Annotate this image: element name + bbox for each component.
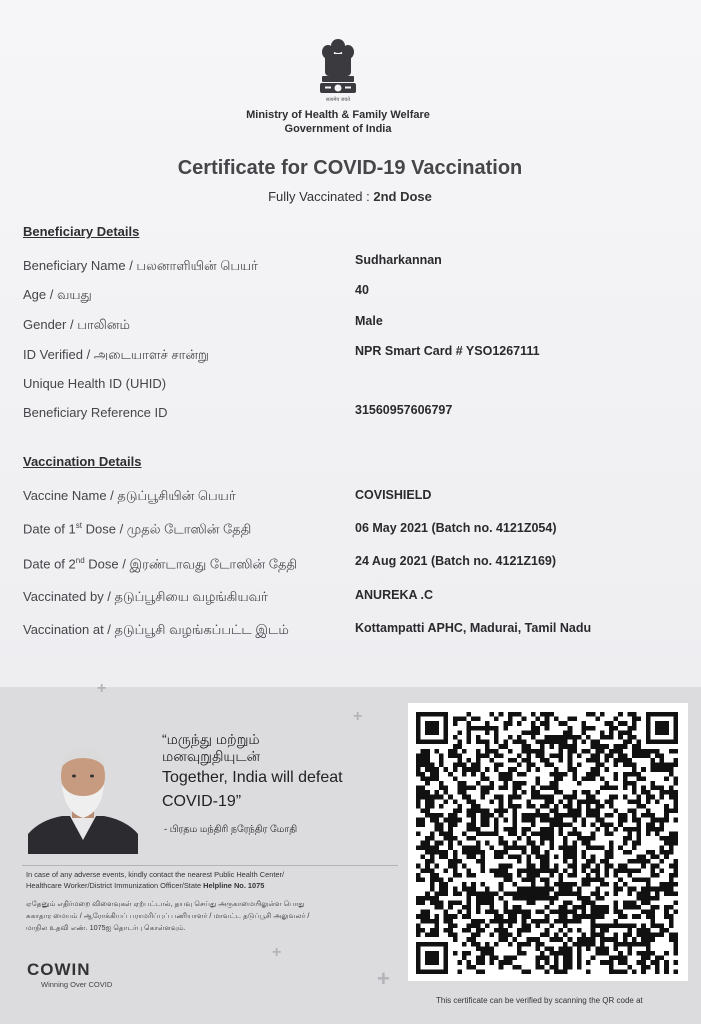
cowin-tagline: Winning Over COVID <box>41 980 113 989</box>
helpline-tamil <box>26 898 406 934</box>
pm-portrait-image <box>28 738 138 854</box>
helpline-english-line-2-text: Healthcare Worker/District Immunization Officer/State <box>26 881 204 890</box>
helpline-tamil-line-1: ஏதேனும் எதிர்மறை விளைவுகள் ஏற்பட்டால், தயவு செய்து அருகாமையிலுள்ள பொது <box>26 899 305 908</box>
vaccination-heading: Vaccination Details <box>23 454 142 469</box>
helpline-english-line-2 <box>26 880 406 891</box>
dose1-label <box>23 521 251 538</box>
quote-english-line-1: Together, India will defeat <box>162 769 343 786</box>
vaccination-status <box>200 189 500 204</box>
age-value: 40 <box>355 283 369 297</box>
beneficiary-heading: Beneficiary Details <box>23 224 140 239</box>
cowin-logo: COWIN <box>27 960 91 979</box>
certificate-title: Certificate for COVID-19 Vaccination <box>177 157 523 179</box>
beneficiary-name-label: Beneficiary Name / பலனாளியின் பெயர் <box>23 258 258 273</box>
quote-attribution: - பிரதம மந்திரி நரேந்திர மோதி <box>164 824 298 835</box>
helpline-english <box>26 869 406 891</box>
status-prefix: Fully Vaccinated : <box>268 189 374 204</box>
ministry-name: Ministry of Health & Family Welfare <box>246 109 430 121</box>
dose1-label-pre: Date of 1 <box>23 521 76 537</box>
id-verified-value: NPR Smart Card # YSO1267111 <box>355 344 540 358</box>
pm-quote <box>162 731 392 813</box>
ministry-block <box>200 108 476 136</box>
gender-label: Gender / பாலினம் <box>23 317 130 332</box>
verification-note: This certificate can be verified by scanning the QR code at <box>436 996 643 1005</box>
dose2-label-pre: Date of 2 <box>23 556 76 572</box>
vaccine-name-label: Vaccine Name / தடுப்பூசியின் பெயர் <box>23 488 236 503</box>
uhid-label: Unique Health ID (UHID) <box>23 376 167 391</box>
plus-decoration-icon: + <box>377 966 390 991</box>
government-name: Government of India <box>284 123 392 135</box>
gender-value: Male <box>355 314 383 328</box>
dose1-label-sup: st <box>75 521 82 530</box>
national-emblem-icon <box>316 36 360 104</box>
qr-code-panel <box>408 703 688 981</box>
dose2-label-post: Dose / இரண்டாவது டோஸின் தேதி <box>84 556 298 572</box>
plus-decoration-icon: + <box>353 708 363 725</box>
dose2-label-sup: nd <box>75 556 85 565</box>
dose2-value: 24 Aug 2021 (Batch no. 4121Z169) <box>355 554 557 568</box>
vaccinated-by-value: ANUREKA .C <box>355 588 434 602</box>
dose1-label-post: Dose / முதல் டோஸின் தேதி <box>82 521 252 537</box>
helpline-tamil-line-3: மாநில உதவி எண். 1075ஐ தொடர்பு கொள்ளவும். <box>26 923 186 932</box>
helpline-number: Helpline No. 1075 <box>203 881 265 890</box>
reference-id-label: Beneficiary Reference ID <box>23 405 168 420</box>
vaccination-at-label: Vaccination at / தடுப்பூசி வழங்கப்பட்ட இடம் <box>23 622 289 637</box>
status-dose: 2nd Dose <box>373 189 432 204</box>
reference-id-value: 31560957606797 <box>355 403 453 417</box>
emblem-motto: सत्यमेव जयते <box>325 97 351 103</box>
qr-code-icon <box>416 709 678 977</box>
helpline-english-line-1: In case of any adverse events, kindly contact the nearest Public Health Center/ <box>26 870 284 879</box>
vaccine-name-value: COVISHIELD <box>355 488 432 502</box>
id-verified-label: ID Verified / அடையாளச் சான்று <box>23 347 209 362</box>
quote-tamil-line-1: “மருந்து மற்றும் <box>162 731 260 747</box>
quote-tamil-line-2: மனவுறுதியுடன் <box>162 748 261 764</box>
dose2-label <box>23 556 297 573</box>
dose1-value: 06 May 2021 (Batch no. 4121Z054) <box>355 521 557 535</box>
vaccination-at-value: Kottampatti APHC, Madurai, Tamil Nadu <box>355 621 592 635</box>
helpline-tamil-line-2: சுகாதார மையம் / ஆரோக்கியப் பராமரிப்புப் பணியாளர் / மாவட்ட தடுப்பூசி அலுவலர் / <box>26 911 310 920</box>
beneficiary-name-value: Sudharkannan <box>355 253 442 267</box>
section-divider <box>22 865 398 866</box>
plus-decoration-icon: + <box>97 680 107 697</box>
quote-english-line-2: COVID-19” <box>162 793 242 810</box>
plus-decoration-icon: + <box>272 944 282 961</box>
age-label: Age / வயது <box>23 287 92 302</box>
vaccinated-by-label: Vaccinated by / தடுப்பூசியை வழங்கியவர் <box>23 589 268 604</box>
